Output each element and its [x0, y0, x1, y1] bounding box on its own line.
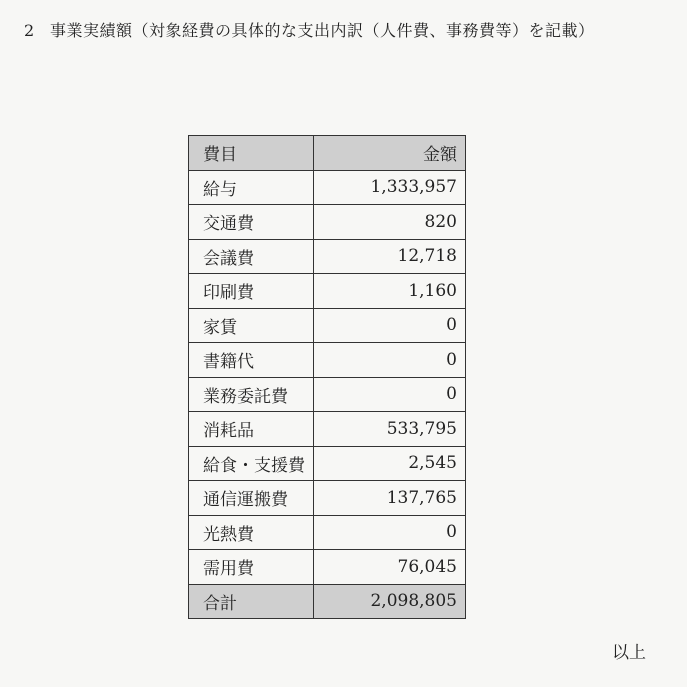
row-item: 通信運搬費 [189, 481, 314, 516]
table-total-row [189, 584, 466, 619]
row-item: 会議費 [189, 239, 314, 274]
table-row [189, 239, 466, 274]
table-row [189, 481, 466, 516]
total-amount: 2,098,805 [314, 584, 466, 619]
row-item: 印刷費 [189, 274, 314, 309]
row-amount: 0 [314, 515, 466, 550]
row-amount: 0 [314, 343, 466, 378]
header-amount: 金額 [314, 136, 466, 171]
row-amount: 533,795 [314, 412, 466, 447]
closing-text: 以上 [612, 643, 646, 663]
row-amount: 1,160 [314, 274, 466, 309]
row-amount: 820 [314, 205, 466, 240]
row-amount: 0 [314, 308, 466, 343]
table-header-row [189, 136, 466, 171]
row-item: 光熱費 [189, 515, 314, 550]
row-item: 給食・支援費 [189, 446, 314, 481]
table-row [189, 515, 466, 550]
section-title: 事業実績額（対象経費の具体的な支出内訳（人件費、事務費等）を記載） [50, 21, 595, 40]
row-item: 交通費 [189, 205, 314, 240]
table-row [189, 170, 466, 205]
row-item: 書籍代 [189, 343, 314, 378]
row-item: 給与 [189, 170, 314, 205]
section-heading [24, 18, 595, 41]
table-row [189, 412, 466, 447]
row-amount: 76,045 [314, 550, 466, 585]
expense-table [188, 135, 466, 619]
table-row [189, 343, 466, 378]
table-row [189, 550, 466, 585]
row-item: 家賃 [189, 308, 314, 343]
row-amount: 0 [314, 377, 466, 412]
row-item: 業務委託費 [189, 377, 314, 412]
row-amount: 1,333,957 [314, 170, 466, 205]
row-amount: 12,718 [314, 239, 466, 274]
table-row [189, 377, 466, 412]
header-item: 費目 [189, 136, 314, 171]
table-row [189, 308, 466, 343]
total-label: 合計 [189, 584, 314, 619]
row-item: 需用費 [189, 550, 314, 585]
table-row [189, 205, 466, 240]
row-amount: 2,545 [314, 446, 466, 481]
table-row [189, 274, 466, 309]
table-row [189, 446, 466, 481]
row-item: 消耗品 [189, 412, 314, 447]
row-amount: 137,765 [314, 481, 466, 516]
section-number: 2 [24, 21, 35, 40]
